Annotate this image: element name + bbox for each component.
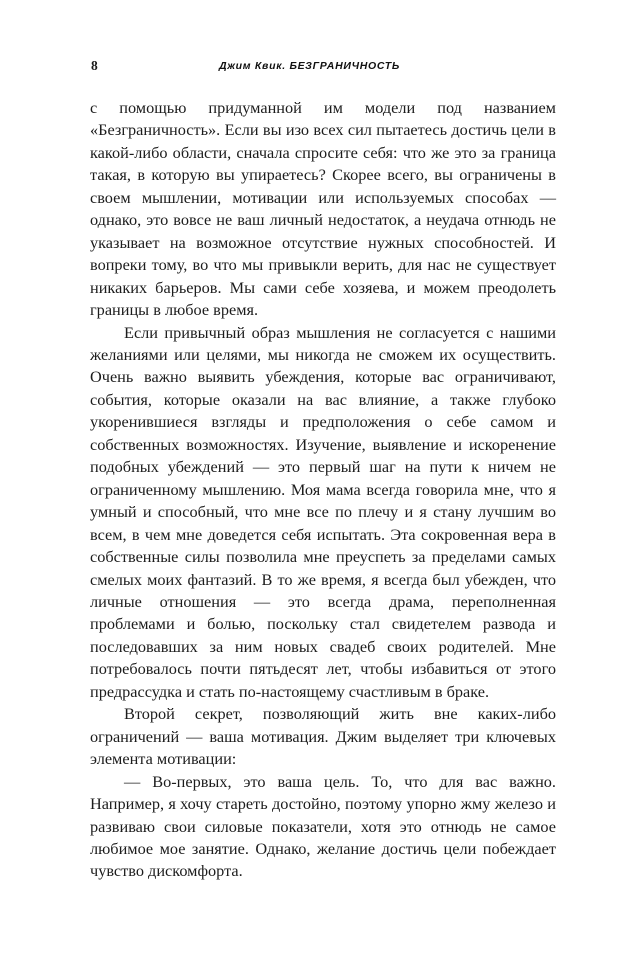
- page-header: [0, 58, 619, 74]
- paragraph: Второй секрет, позволяющий жить вне каких-либо ограничений — ваша мотивация. Джим выделяет три ключевых элемента мотивации:: [90, 704, 556, 769]
- paragraph: с помощью придуманной им модели под названием «Безграничность». Если вы изо всех сил пытаетесь достичь цели в какой-либо области, сначала спросите себя: что же это за граница такая, в которую вы упираетесь? Скорее всего, вы ограничены в своем мышлении, мотивации или используемых способах — однако, это вовсе не ваш личный недостаток, а неудача отнюдь не указывает на возможное отсутствие нужных способностей. И вопреки тому, во что мы привыкли верить, для нас не существует никаких барьеров. Мы сами себе хозяева, и можем преодолеть границы в любое время.: [90, 98, 556, 320]
- page-body: [90, 97, 556, 883]
- paragraph: Если привычный образ мышления не согласуется с нашими желаниями или целями, мы никогда не сможем их осуществить. Очень важно выявить убеждения, которые вас ограничивают, события, которые оказали на вас влияние, а также глубоко укоренившиеся взгляды и предположения о себе самом и собственных возможностях. Изучение, выявление и искоренение подобных убеждений — это первый шаг на пути к ничем не ограниченному мышлению. Моя мама всегда говорила мне, что я умный и способный, что мне все по плечу и я стану лучшим во всем, в чем мне доведется себя испытать. Эта сокровенная вера в собственные силы позволила мне преуспеть за пределами самых смелых моих фантазий. В то же время, я всегда был убежден, что личные отношения — это всегда драма, переполненная проблемами и болью, поскольку стал свидетелем развода и последовавших за ним новых свадеб своих родителей. Мне потребовалось почти пятьдесят лет, чтобы избавиться от этого предрассудка и стать по-настоящему счастливым в браке.: [90, 322, 556, 701]
- running-title: Джим Квик. БЕЗГРАНИЧНОСТЬ: [218, 60, 401, 72]
- page-number: 8: [91, 58, 98, 73]
- paragraph: — Во-первых, это ваша цель. То, что для вас важно. Например, я хочу стареть достойно, поэтому упорно жму железо и развиваю свои силовые показатели, хотя это отнюдь не самое любимое мое занятие. Однако, желание достичь цели побеждает чувство дискомфорта.: [90, 771, 556, 881]
